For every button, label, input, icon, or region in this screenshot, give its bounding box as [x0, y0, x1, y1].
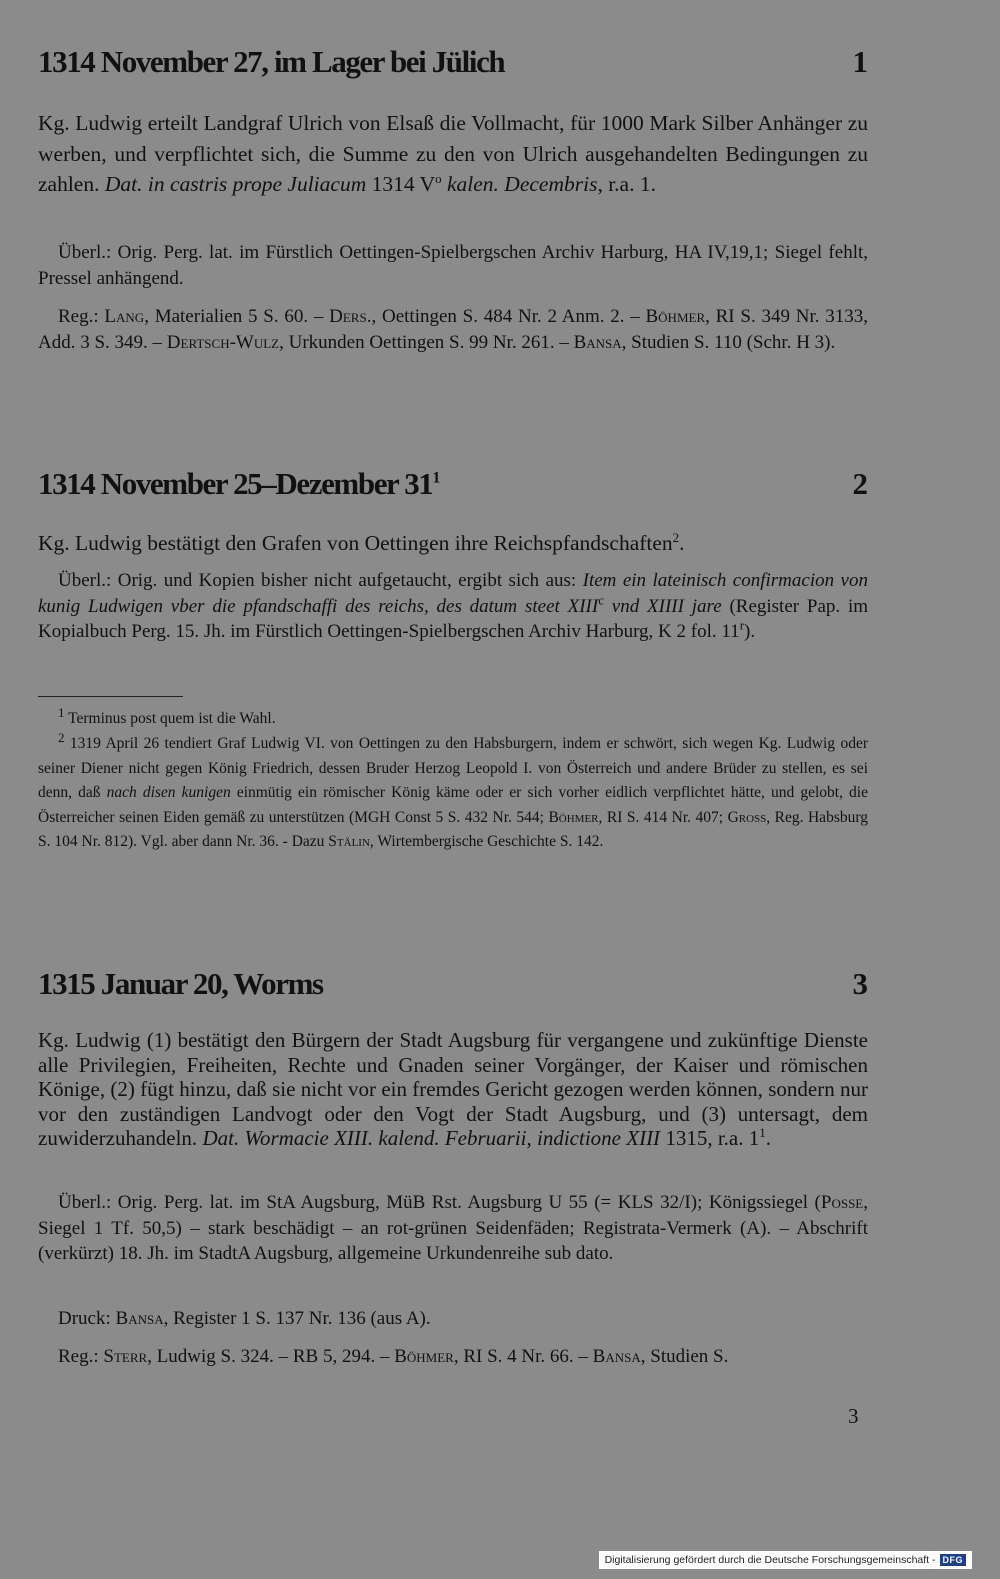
- entry-1-regesten: [38, 304, 868, 355]
- text-segment: , RI S. 414 Nr. 407;: [598, 808, 728, 826]
- text-segment: nach disen kunigen: [106, 784, 231, 801]
- entry-1-ueberlieferung: [38, 240, 868, 291]
- entry-3-number: 3: [852, 966, 868, 1001]
- dfg-logo-icon: DFG: [940, 1554, 967, 1566]
- text-segment: Überl.: Orig. Perg. lat. im StA Augsburg, MüB Rst. Augsburg U 55 (= KLS 32/I); Königssiegel (: [58, 1192, 821, 1213]
- text-segment: Stälin: [328, 833, 370, 850]
- entry-1-summary: [38, 108, 868, 200]
- funding-footer: [599, 1551, 972, 1569]
- text-segment: Lang: [104, 306, 145, 327]
- text-segment: Bansa: [573, 331, 622, 353]
- text-segment: , r.a. 1.: [597, 172, 656, 196]
- text-segment: c: [598, 592, 604, 608]
- text-segment: .: [765, 1126, 771, 1150]
- text-segment: Kg. Ludwig erteilt Landgraf Ulrich von Elsaß die Vollmacht, für 1000 Mark Silber Anhänger zu werben, und verpflichtet sich, die Summe zu den von Ulrich ausgehandelten Bedingungen zu zahlen.: [38, 111, 868, 196]
- entry-2-summary: [38, 528, 868, 559]
- footnote-1: [38, 704, 868, 732]
- text-segment: Reg.:: [58, 1346, 104, 1367]
- entry-1-heading: [38, 44, 868, 80]
- text-segment: , Ludwig S. 324. – RB 5, 294. –: [147, 1346, 395, 1367]
- entry-2-ueberlieferung: [38, 568, 868, 645]
- entry-3-druck: [38, 1306, 868, 1332]
- text-segment: , RI S. 4 Nr. 66. –: [453, 1346, 593, 1367]
- text-segment: , RI S. 349 Nr. 3133, Add. 3 S. 349. –: [38, 306, 868, 353]
- entry-1-number: 1: [852, 44, 868, 79]
- text-segment: Kg. Ludwig bestätigt den Grafen von Oettingen ihre Reichspfandschaften: [38, 531, 673, 555]
- entry-3-date-place: 1315 Januar 20, Worms: [38, 966, 323, 1001]
- text-segment: vnd XIIII jare: [603, 595, 722, 617]
- text-segment: 1314 V: [366, 172, 436, 196]
- text-segment: , Wirtembergische Geschichte S. 142.: [369, 833, 604, 850]
- entry-2-number: 2: [852, 466, 868, 501]
- text-segment: Dat. Wormacie XIII. kalend. Februarii, indictione XIII: [202, 1126, 661, 1150]
- footnote-divider: [38, 696, 183, 697]
- text-segment: Terminus post quem ist die Wahl.: [64, 710, 276, 727]
- text-segment: , Register 1 S. 137 Nr. 136 (aus A).: [163, 1308, 431, 1329]
- entry-2-date: 1314 November 25–Dezember 31: [38, 466, 433, 501]
- text-segment: o: [435, 170, 442, 186]
- text-segment: Bansa: [592, 1346, 641, 1367]
- text-segment: Bansa: [115, 1308, 164, 1329]
- text-segment: Item ein lateinisch confirmacion von kunig Ludwigen vber die pfandschaffi des reichs, des datum steet XIII: [38, 570, 868, 617]
- text-segment: r: [739, 617, 745, 633]
- text-segment: , Siegel 1 Tf. 50,5) – stark beschädigt – an rot-grünen Seidenfäden; Registrata-Vermerk (A). – Abschrift (verkürzt) 18. Jh. im StadtA Augsburg, allgemeine Urkundenreihe sub dato.: [38, 1192, 868, 1264]
- text-segment: (Register Pap. im Kopialbuch Perg. 15. Jh. im Fürstlich Oettingen-Spielbergschen Archiv Harburg, K 2 fol. 11: [38, 595, 869, 642]
- entry-3-regesten: [38, 1344, 868, 1370]
- text-segment: Ders.: [329, 306, 372, 327]
- text-segment: ).: [744, 621, 756, 642]
- text-segment: 1: [58, 704, 65, 720]
- text-segment: 1: [759, 1125, 766, 1140]
- text-segment: , Studien S. 110 (Schr. H 3).: [621, 331, 836, 353]
- text-segment: , Oettingen S. 484 Nr. 2 Anm. 2. –: [371, 306, 646, 327]
- entry-2-heading: [38, 466, 868, 502]
- text-segment: Böhmer: [548, 808, 599, 826]
- text-segment: Sterr: [103, 1346, 148, 1367]
- entry-3-heading: [38, 966, 868, 1002]
- entry-3-summary: [38, 1028, 868, 1151]
- text-segment: 1319 April 26 tendiert Graf Ludwig VI. von Oettingen zu den Habsburgern, indem er schwört, sich wegen Kg. Ludwig oder seiner Diener nicht gegen König Friedrich, dessen Bruder Herzog Leopold I. von Österreich und andere Brüder zu stellen, es sei denn, daß: [38, 735, 868, 801]
- text-segment: Druck:: [58, 1308, 116, 1329]
- text-segment: kalen. Decembris: [446, 172, 598, 196]
- text-segment: , Studien S.: [640, 1346, 729, 1367]
- text-segment: Reg.:: [58, 306, 105, 327]
- text-segment: , Reg. Habsburg S. 104 Nr. 812). Vgl. aber dann Nr. 36. - Dazu: [38, 808, 868, 850]
- text-segment: einmütig ein römischer König käme oder er sich vorher eidlich verpflichtet hätte, und gelobt, die Österreicher seinen Eiden gemäß zu unterstützen (MGH Const 5 S. 432 Nr. 544;: [38, 784, 868, 826]
- text-segment: 2: [58, 729, 65, 745]
- entry-3-ueberlieferung: [38, 1190, 868, 1267]
- text-segment: Gross: [727, 808, 767, 826]
- text-segment: Überl.: Orig. und Kopien bisher nicht aufgetaucht, ergibt sich aus:: [58, 570, 583, 591]
- text-segment: Dertsch-Wulz: [166, 331, 280, 353]
- text-segment: , Materialien 5 S. 60. –: [144, 306, 330, 327]
- text-segment: Überl.: Orig. Perg. lat. im Fürstlich Oettingen-Spielbergschen Archiv Harburg, HA IV,19,1; Siegel fehlt, Pressel anhängend.: [38, 242, 868, 289]
- text-segment: , Urkunden Oettingen S. 99 Nr. 261. –: [279, 331, 574, 353]
- footer-text: Digitalisierung gefördert durch die Deutsche Forschungsgemeinschaft -: [604, 1554, 936, 1566]
- text-segment: .: [679, 531, 685, 555]
- text-segment: Posse: [820, 1192, 864, 1213]
- text-segment: 2: [672, 529, 680, 545]
- text-segment: Dat. in castris prope Juliacum: [104, 172, 367, 196]
- entry-1-date-place: 1314 November 27, im Lager bei Jülich: [38, 44, 505, 79]
- page-number: 3: [848, 1404, 859, 1428]
- entry-2-heading-footnote-ref: 1: [432, 469, 441, 487]
- text-segment: Böhmer: [394, 1346, 454, 1367]
- text-segment: Kg. Ludwig (1) bestätigt den Bürgern der Stadt Augsburg für vergangene und zukünftige Dienste alle Privilegien, Freiheiten, Rechte und Gnaden seiner Vorgänger, der Kaiser und römischen Könige, (2) fügt hinzu, daß sie nicht vor ein fremdes Gericht gezogen werden können, sondern nur vor den zuständigen Landvogt oder den Vogt der Stadt Augsburg, und (3) untersagt, dem zuwiderzuhandeln.: [38, 1028, 868, 1150]
- text-segment: 1315, r.a. 1: [660, 1126, 760, 1150]
- footnote-2: [38, 729, 868, 855]
- text-segment: Böhmer: [645, 306, 706, 327]
